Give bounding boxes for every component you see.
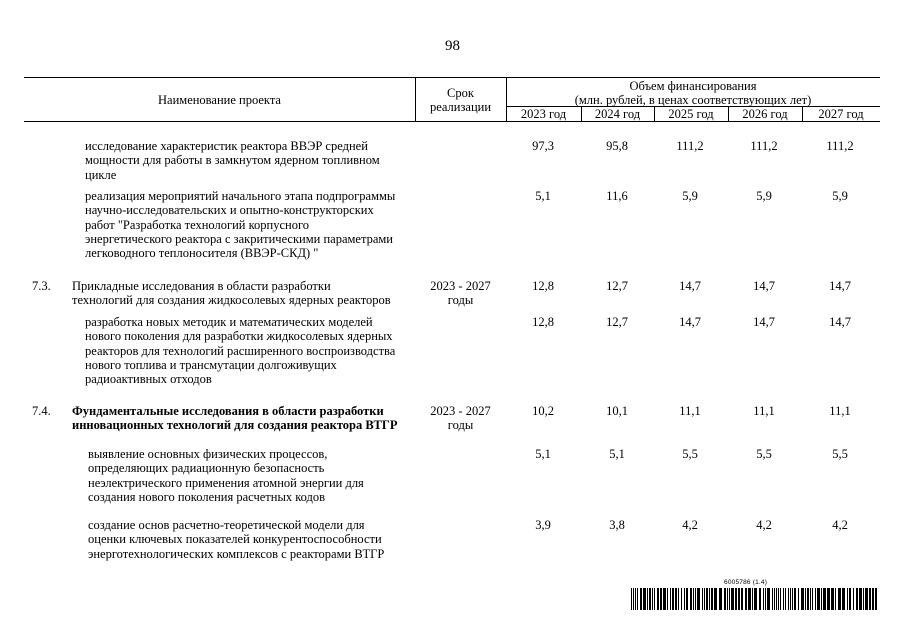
barcode-bar <box>702 588 703 610</box>
row-1-line-1: научно-исследовательских и опытно-конструкторских <box>85 203 374 218</box>
barcode-bar <box>875 588 877 610</box>
row-5-name <box>88 447 410 504</box>
header-funding <box>506 79 880 107</box>
barcode-bar <box>647 588 648 610</box>
header-year-2026: 2026 год <box>742 107 788 121</box>
barcode-bar <box>772 588 773 610</box>
row-3-line-4: радиоактивных отходов <box>85 372 212 387</box>
header-term-line2: реализации <box>429 100 492 114</box>
barcode-bar <box>654 588 655 610</box>
row-4-number: 7.4. <box>32 404 51 418</box>
barcode-bar <box>670 588 671 610</box>
row-3-line-1: нового поколения для разработки жидкосолевых ядерных <box>85 329 393 344</box>
row-0-line-1: мощности для работы в замкнутом ядерном топливном <box>85 153 380 168</box>
row-1-value-2025: 5,9 <box>682 189 698 203</box>
barcode-bar <box>810 588 811 610</box>
row-1-name <box>85 189 410 260</box>
barcode-bar <box>759 588 761 610</box>
row-6-line-2: энерготехнологических комплексов с реакторами ВТГР <box>88 546 385 561</box>
barcode-bar <box>684 588 685 610</box>
row-1-value-2026: 5,9 <box>756 189 772 203</box>
row-5-value-2026: 5,5 <box>756 447 772 461</box>
barcode-bar <box>635 588 636 610</box>
barcode-bar <box>807 588 809 610</box>
row-2-name <box>72 279 410 308</box>
row-6-line-0: создание основ расчетно-теоретической модели для <box>88 518 365 532</box>
barcode-bar <box>754 588 757 610</box>
barcode-bar <box>748 588 751 610</box>
barcode-bar <box>672 588 674 610</box>
row-5-value-2025: 5,5 <box>682 447 698 461</box>
row-2-value-2023: 12,8 <box>532 279 554 293</box>
barcode-bar <box>853 588 854 610</box>
row-1-line-3: энергетического реактора с закритическими параметрами <box>85 231 393 246</box>
row-2-line-1: технологий для создания жидкосолевых ядерных реакторов <box>72 293 391 308</box>
row-2-value-2026: 14,7 <box>753 279 775 293</box>
row-0-value-2023: 97,3 <box>532 139 554 153</box>
barcode-bar <box>859 588 862 610</box>
row-1-value-2024: 11,6 <box>606 189 628 203</box>
row-5-value-2024: 5,1 <box>609 447 625 461</box>
row-4-value-2024: 10,1 <box>606 404 628 418</box>
row-0-value-2026: 111,2 <box>750 139 778 153</box>
table-top-border <box>24 77 880 78</box>
barcode-bar <box>631 588 632 610</box>
row-4-term-line-0: 2023 - 2027 <box>430 404 491 418</box>
barcode-bar <box>697 588 700 610</box>
barcode-bar <box>849 588 851 610</box>
row-0-line-2: цикле <box>85 167 117 182</box>
barcode-bar <box>731 588 734 610</box>
header-term-line1: Срок <box>447 86 474 100</box>
barcode-bar <box>817 588 820 610</box>
row-6-name <box>88 518 410 561</box>
barcode-bar <box>847 588 848 610</box>
row-4-term-line-1: годы <box>447 418 474 433</box>
header-year-2024: 2024 год <box>594 107 641 121</box>
header-funding-line1: Объем финансирования <box>629 79 757 93</box>
barcode-bar <box>660 588 662 610</box>
barcode-bar <box>738 588 740 610</box>
row-4-value-2027: 11,1 <box>829 404 851 418</box>
barcode-bar <box>838 588 841 610</box>
barcode-bar <box>763 588 764 610</box>
barcode-bar <box>729 588 730 610</box>
row-4-value-2025: 11,1 <box>679 404 701 418</box>
barcode-bar <box>719 588 722 610</box>
barcode-bar <box>863 588 864 610</box>
row-2-value-2024: 12,7 <box>606 279 628 293</box>
barcode-bar <box>657 588 659 610</box>
barcode-bar <box>783 588 784 610</box>
barcode-bar <box>778 588 779 610</box>
header-project-name: Наименование проекта <box>158 93 281 107</box>
barcode-bar <box>767 588 770 610</box>
row-2-value-2025: 14,7 <box>679 279 701 293</box>
row-3-line-0: разработка новых методик и математических моделей <box>85 315 373 329</box>
barcode-bar <box>856 588 858 610</box>
row-2-value-2027: 14,7 <box>829 279 851 293</box>
barcode-bar <box>652 588 653 610</box>
row-5-value-2023: 5,1 <box>535 447 551 461</box>
row-1-value-2023: 5,1 <box>535 189 551 203</box>
barcode-bar <box>667 588 668 610</box>
barcode-bar <box>633 588 634 610</box>
row-3-value-2027: 14,7 <box>829 315 851 329</box>
barcode-bar <box>812 588 813 610</box>
page-number: 98 <box>445 38 460 54</box>
barcode-bar <box>643 588 646 610</box>
header-term <box>415 86 506 114</box>
barcode-bar <box>872 588 874 610</box>
barcode-bar <box>774 588 775 610</box>
barcode-bar <box>640 588 642 610</box>
barcode-bar <box>649 588 651 610</box>
barcode-bar <box>765 588 766 610</box>
row-4-line-1: инновационных технологий для создания реактора ВТГР <box>72 418 398 433</box>
barcode-bar <box>714 588 717 610</box>
barcode-bar <box>835 588 836 610</box>
barcode-bar <box>792 588 793 610</box>
barcode-bar <box>788 588 789 610</box>
row-4-value-2026: 11,1 <box>753 404 775 418</box>
barcode-bar <box>693 588 694 610</box>
barcode-bar <box>869 588 871 610</box>
row-3-name <box>85 315 410 386</box>
row-2-term-line-0: 2023 - 2027 <box>430 279 491 293</box>
row-2-line-0: Прикладные исследования в области разработки <box>72 279 331 293</box>
row-2-number: 7.3. <box>32 279 51 293</box>
row-0-name <box>85 139 410 182</box>
row-5-line-0: выявление основных физических процессов, <box>88 447 328 461</box>
row-0-value-2025: 111,2 <box>676 139 704 153</box>
row-6-value-2023: 3,9 <box>535 518 551 532</box>
barcode-bar <box>790 588 791 610</box>
barcode-bar <box>678 588 679 610</box>
barcode-bar <box>801 588 804 610</box>
barcode-bar <box>706 588 708 610</box>
header-year-2023: 2023 год <box>520 107 567 121</box>
header-year-2027: 2027 год <box>818 107 864 121</box>
barcode-bar <box>637 588 638 610</box>
barcode-bar <box>794 588 796 610</box>
row-5-line-3: создания нового поколения расчетных кодов <box>88 489 326 504</box>
row-1-line-4: легководного теплоносителя (ВВЭР-СКД) " <box>85 246 319 261</box>
row-3-line-2: реакторов для технологий расширенного воспроизводства <box>85 343 396 358</box>
barcode-bar <box>724 588 726 610</box>
barcode-bar <box>709 588 710 610</box>
barcode-bar <box>727 588 728 610</box>
barcode-bar <box>831 588 834 610</box>
barcode-bar <box>752 588 753 610</box>
barcode-bar <box>785 588 786 610</box>
row-5-line-2: неэлектрического применения атомной энергии для <box>88 475 364 490</box>
barcode-bar <box>745 588 747 610</box>
barcode-bar <box>735 588 737 610</box>
header-funding-line2: (млн. рублей, в ценах соответствующих лет) <box>574 93 812 107</box>
row-2-term <box>415 279 506 308</box>
row-4-value-2023: 10,2 <box>532 404 554 418</box>
barcode-bar <box>690 588 692 610</box>
row-6-value-2027: 4,2 <box>832 518 848 532</box>
row-1-line-0: реализация мероприятий начального этапа подпрограммы <box>85 189 396 203</box>
barcode-bar <box>681 588 682 610</box>
barcode-icon <box>631 588 878 610</box>
barcode-bar <box>798 588 799 610</box>
barcode-bar <box>823 588 826 610</box>
row-3-value-2024: 12,7 <box>606 315 628 329</box>
row-1-value-2027: 5,9 <box>832 189 848 203</box>
barcode-bar <box>805 588 806 610</box>
row-4-line-0: Фундаментальные исследования в области разработки <box>72 404 384 418</box>
row-5-value-2027: 5,5 <box>832 447 848 461</box>
barcode-bar <box>686 588 688 610</box>
row-6-value-2025: 4,2 <box>682 518 698 532</box>
barcode-bar <box>741 588 743 610</box>
row-3-value-2026: 14,7 <box>753 315 775 329</box>
row-6-value-2024: 3,8 <box>609 518 625 532</box>
row-4-name <box>72 404 410 433</box>
row-3-line-3: нового топлива и трансмутации долгоживущих <box>85 357 337 372</box>
row-0-line-0: исследование характеристик реактора ВВЭР средней <box>85 139 368 153</box>
row-0-value-2024: 95,8 <box>606 139 628 153</box>
barcode-bar <box>865 588 868 610</box>
row-3-value-2025: 14,7 <box>679 315 701 329</box>
row-6-line-1: оценки ключевых показателей конкурентоспособности <box>88 532 382 547</box>
row-4-term <box>415 404 506 433</box>
barcode-bar <box>815 588 816 610</box>
row-3-value-2023: 12,8 <box>532 315 554 329</box>
barcode-bar <box>842 588 845 610</box>
row-6-value-2026: 4,2 <box>756 518 772 532</box>
barcode-bar <box>776 588 777 610</box>
barcode-bar <box>675 588 677 610</box>
barcode-bar <box>780 588 781 610</box>
barcode-bar <box>695 588 696 610</box>
barcode-bar <box>827 588 830 610</box>
row-2-term-line-1: годы <box>447 293 474 308</box>
header-bottom-border <box>24 121 880 122</box>
row-5-line-1: определяющих радиационную безопасность <box>88 461 325 476</box>
header-year-2025: 2025 год <box>668 107 714 121</box>
barcode-bar <box>663 588 666 610</box>
barcode-label: 6005786 (1.4) <box>724 579 768 586</box>
barcode-bar <box>704 588 705 610</box>
row-0-value-2027: 111,2 <box>826 139 854 153</box>
row-1-line-2: работ "Разработка технологий корпусного <box>85 217 310 232</box>
barcode-bar <box>711 588 713 610</box>
barcode-bar <box>821 588 822 610</box>
